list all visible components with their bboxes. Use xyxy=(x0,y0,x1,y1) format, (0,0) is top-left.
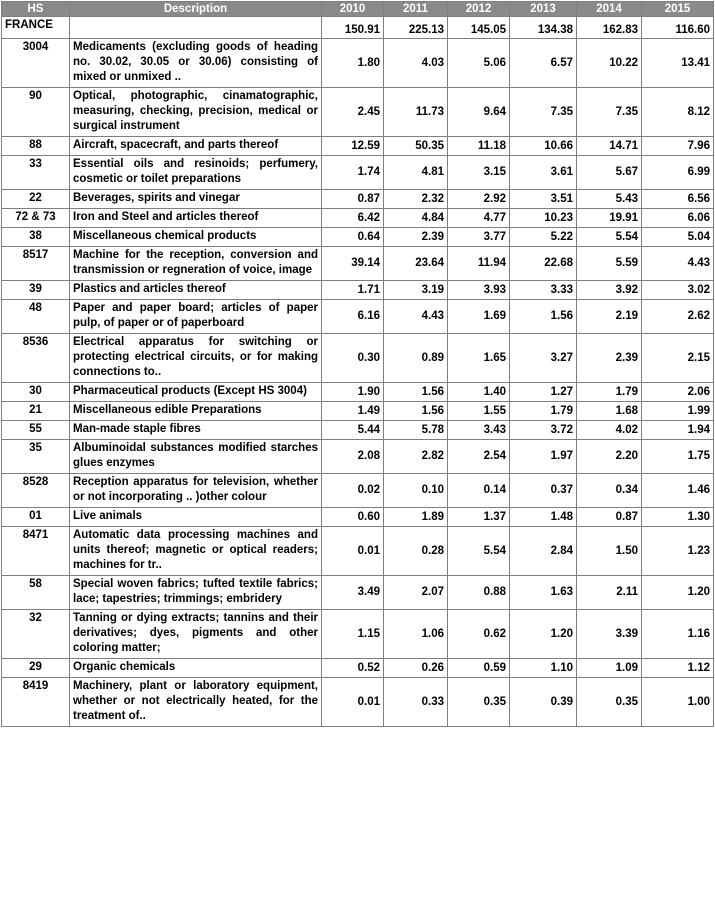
value-cell-2013: 0.37 xyxy=(510,474,577,508)
value-cell-2012: 11.18 xyxy=(448,137,510,156)
description-cell: Paper and paper board; articles of paper pulp, of paper or of paperboard xyxy=(70,300,322,334)
value-cell-2011: 0.10 xyxy=(384,474,448,508)
value-cell-2012: 1.69 xyxy=(448,300,510,334)
value-cell-2011: 1.89 xyxy=(384,508,448,527)
value-cell-2015: 1.99 xyxy=(642,402,714,421)
description-cell: Automatic data processing machines and units thereof; magnetic or optical readers; machines for tr.. xyxy=(70,527,322,576)
description-cell: Miscellaneous edible Preparations xyxy=(70,402,322,421)
value-cell-2011: 2.07 xyxy=(384,576,448,610)
value-cell-2015: 1.30 xyxy=(642,508,714,527)
table-row xyxy=(2,610,714,659)
table-row xyxy=(2,383,714,402)
value-cell-2010: 3.49 xyxy=(322,576,384,610)
hs-code-cell: 21 xyxy=(2,402,70,421)
table-row xyxy=(2,334,714,383)
value-cell-2014: 0.34 xyxy=(577,474,642,508)
description-cell: Plastics and articles thereof xyxy=(70,281,322,300)
value-cell-2012: 1.65 xyxy=(448,334,510,383)
value-cell-2014: 5.59 xyxy=(577,247,642,281)
value-cell-2014: 1.50 xyxy=(577,527,642,576)
table-row xyxy=(2,228,714,247)
value-cell-2012: 0.88 xyxy=(448,576,510,610)
value-cell-2013: 1.56 xyxy=(510,300,577,334)
hs-code-cell: 72 & 73 xyxy=(2,209,70,228)
value-cell-2014: 2.39 xyxy=(577,334,642,383)
description-cell: Beverages, spirits and vinegar xyxy=(70,190,322,209)
value-cell-2015: 2.62 xyxy=(642,300,714,334)
value-cell-2013: 3.61 xyxy=(510,156,577,190)
value-cell-2011: 0.28 xyxy=(384,527,448,576)
table-row xyxy=(2,440,714,474)
value-cell-2010: 6.16 xyxy=(322,300,384,334)
value-cell-2011: 1.56 xyxy=(384,383,448,402)
value-cell-2013: 6.57 xyxy=(510,39,577,88)
value-cell-2011: 4.81 xyxy=(384,156,448,190)
value-cell-2011: 5.78 xyxy=(384,421,448,440)
col-header-description: Description xyxy=(70,2,322,17)
table-row xyxy=(2,421,714,440)
hs-code-cell: 39 xyxy=(2,281,70,300)
value-cell-2015: 1.23 xyxy=(642,527,714,576)
value-cell-2010: 0.87 xyxy=(322,190,384,209)
value-cell-2015: 1.12 xyxy=(642,659,714,678)
value-cell-2015: 1.75 xyxy=(642,440,714,474)
value-cell-2010: 0.01 xyxy=(322,678,384,727)
value-cell-2015: 2.06 xyxy=(642,383,714,402)
value-cell-2013: 1.20 xyxy=(510,610,577,659)
value-cell-2011: 3.19 xyxy=(384,281,448,300)
value-cell-2013: 3.33 xyxy=(510,281,577,300)
value-cell-2014: 2.20 xyxy=(577,440,642,474)
country-description-cell xyxy=(70,17,322,39)
value-cell-2013: 1.63 xyxy=(510,576,577,610)
description-cell: Optical, photographic, cinamatographic, measuring, checking, precision, medical or surgical instrument xyxy=(70,88,322,137)
country-value-2011: 225.13 xyxy=(384,17,448,39)
value-cell-2012: 3.77 xyxy=(448,228,510,247)
value-cell-2012: 3.15 xyxy=(448,156,510,190)
value-cell-2015: 1.46 xyxy=(642,474,714,508)
description-cell: Machine for the reception, conversion and transmission or regneration of voice, image xyxy=(70,247,322,281)
hs-code-cell: 8517 xyxy=(2,247,70,281)
value-cell-2011: 0.89 xyxy=(384,334,448,383)
hs-code-cell: 48 xyxy=(2,300,70,334)
description-cell: Machinery, plant or laboratory equipment, whether or not electrically heated, for the treatment of.. xyxy=(70,678,322,727)
country-value-2015: 116.60 xyxy=(642,17,714,39)
value-cell-2013: 10.23 xyxy=(510,209,577,228)
description-cell: Essential oils and resinoids; perfumery, cosmetic or toilet preparations xyxy=(70,156,322,190)
table-row xyxy=(2,156,714,190)
hs-code-cell: 32 xyxy=(2,610,70,659)
value-cell-2012: 3.93 xyxy=(448,281,510,300)
value-cell-2012: 0.35 xyxy=(448,678,510,727)
description-cell: Tanning or dying extracts; tannins and their derivatives; dyes, pigments and other coloring matter; xyxy=(70,610,322,659)
value-cell-2015: 6.06 xyxy=(642,209,714,228)
value-cell-2013: 1.27 xyxy=(510,383,577,402)
col-header-2011: 2011 xyxy=(384,2,448,17)
value-cell-2014: 2.19 xyxy=(577,300,642,334)
value-cell-2012: 4.77 xyxy=(448,209,510,228)
hs-code-cell: 30 xyxy=(2,383,70,402)
country-value-2014: 162.83 xyxy=(577,17,642,39)
col-header-2012: 2012 xyxy=(448,2,510,17)
value-cell-2012: 1.40 xyxy=(448,383,510,402)
value-cell-2010: 1.74 xyxy=(322,156,384,190)
table-row xyxy=(2,209,714,228)
value-cell-2015: 1.94 xyxy=(642,421,714,440)
table-row xyxy=(2,39,714,88)
value-cell-2011: 1.06 xyxy=(384,610,448,659)
table-row xyxy=(2,508,714,527)
col-header-2015: 2015 xyxy=(642,2,714,17)
value-cell-2015: 2.15 xyxy=(642,334,714,383)
value-cell-2012: 0.14 xyxy=(448,474,510,508)
value-cell-2012: 2.54 xyxy=(448,440,510,474)
hs-code-cell: 55 xyxy=(2,421,70,440)
value-cell-2010: 1.90 xyxy=(322,383,384,402)
country-total-row xyxy=(2,17,714,39)
value-cell-2011: 0.33 xyxy=(384,678,448,727)
value-cell-2014: 7.35 xyxy=(577,88,642,137)
hs-code-cell: 88 xyxy=(2,137,70,156)
table-row xyxy=(2,527,714,576)
header-row xyxy=(2,2,714,17)
value-cell-2013: 1.10 xyxy=(510,659,577,678)
description-cell: Miscellaneous chemical products xyxy=(70,228,322,247)
hs-code-cell: 3004 xyxy=(2,39,70,88)
value-cell-2014: 5.54 xyxy=(577,228,642,247)
value-cell-2014: 10.22 xyxy=(577,39,642,88)
value-cell-2010: 2.08 xyxy=(322,440,384,474)
table-body xyxy=(2,17,714,727)
value-cell-2010: 1.15 xyxy=(322,610,384,659)
col-header-hs: HS xyxy=(2,2,70,17)
value-cell-2013: 7.35 xyxy=(510,88,577,137)
value-cell-2010: 0.64 xyxy=(322,228,384,247)
value-cell-2015: 1.20 xyxy=(642,576,714,610)
hs-code-cell: 90 xyxy=(2,88,70,137)
country-value-2013: 134.38 xyxy=(510,17,577,39)
table-row xyxy=(2,659,714,678)
value-cell-2014: 3.39 xyxy=(577,610,642,659)
hs-code-cell: 38 xyxy=(2,228,70,247)
value-cell-2015: 1.00 xyxy=(642,678,714,727)
value-cell-2011: 50.35 xyxy=(384,137,448,156)
value-cell-2011: 4.03 xyxy=(384,39,448,88)
value-cell-2010: 0.52 xyxy=(322,659,384,678)
value-cell-2015: 6.56 xyxy=(642,190,714,209)
value-cell-2010: 0.30 xyxy=(322,334,384,383)
value-cell-2014: 14.71 xyxy=(577,137,642,156)
description-cell: Pharmaceutical products (Except HS 3004) xyxy=(70,383,322,402)
value-cell-2015: 1.16 xyxy=(642,610,714,659)
hs-code-cell: 22 xyxy=(2,190,70,209)
value-cell-2011: 2.39 xyxy=(384,228,448,247)
description-cell: Medicaments (excluding goods of heading no. 30.02, 30.05 or 30.06) consisting of mixed or unmixed .. xyxy=(70,39,322,88)
table-row xyxy=(2,281,714,300)
value-cell-2013: 10.66 xyxy=(510,137,577,156)
description-cell: Man-made staple fibres xyxy=(70,421,322,440)
value-cell-2014: 0.35 xyxy=(577,678,642,727)
description-cell: Aircraft, spacecraft, and parts thereof xyxy=(70,137,322,156)
value-cell-2012: 2.92 xyxy=(448,190,510,209)
hs-code-cell: 58 xyxy=(2,576,70,610)
description-cell: Iron and Steel and articles thereof xyxy=(70,209,322,228)
value-cell-2013: 3.27 xyxy=(510,334,577,383)
value-cell-2012: 0.59 xyxy=(448,659,510,678)
value-cell-2015: 13.41 xyxy=(642,39,714,88)
description-cell: Electrical apparatus for switching or protecting electrical circuits, or for making connections to.. xyxy=(70,334,322,383)
hs-code-cell: 01 xyxy=(2,508,70,527)
value-cell-2012: 1.37 xyxy=(448,508,510,527)
value-cell-2015: 6.99 xyxy=(642,156,714,190)
table-row xyxy=(2,247,714,281)
value-cell-2015: 8.12 xyxy=(642,88,714,137)
value-cell-2010: 12.59 xyxy=(322,137,384,156)
col-header-2010: 2010 xyxy=(322,2,384,17)
value-cell-2013: 1.97 xyxy=(510,440,577,474)
value-cell-2010: 1.49 xyxy=(322,402,384,421)
country-label: FRANCE xyxy=(2,17,70,39)
hs-code-cell: 8536 xyxy=(2,334,70,383)
hs-code-cell: 29 xyxy=(2,659,70,678)
table-row xyxy=(2,402,714,421)
hs-code-cell: 8528 xyxy=(2,474,70,508)
value-cell-2014: 5.67 xyxy=(577,156,642,190)
value-cell-2012: 9.64 xyxy=(448,88,510,137)
hs-code-cell: 8471 xyxy=(2,527,70,576)
table-row xyxy=(2,190,714,209)
table-row xyxy=(2,576,714,610)
value-cell-2010: 6.42 xyxy=(322,209,384,228)
description-cell: Organic chemicals xyxy=(70,659,322,678)
value-cell-2014: 4.02 xyxy=(577,421,642,440)
value-cell-2012: 11.94 xyxy=(448,247,510,281)
value-cell-2013: 3.51 xyxy=(510,190,577,209)
value-cell-2015: 7.96 xyxy=(642,137,714,156)
value-cell-2014: 1.68 xyxy=(577,402,642,421)
description-cell: Special woven fabrics; tufted textile fabrics; lace; tapestries; trimmings; embridery xyxy=(70,576,322,610)
value-cell-2014: 19.91 xyxy=(577,209,642,228)
value-cell-2011: 4.43 xyxy=(384,300,448,334)
value-cell-2012: 0.62 xyxy=(448,610,510,659)
value-cell-2014: 5.43 xyxy=(577,190,642,209)
hs-code-cell: 8419 xyxy=(2,678,70,727)
description-cell: Albuminoidal substances modified starches glues enzymes xyxy=(70,440,322,474)
table-row xyxy=(2,88,714,137)
table-row xyxy=(2,678,714,727)
value-cell-2015: 3.02 xyxy=(642,281,714,300)
trade-table xyxy=(1,1,714,727)
value-cell-2011: 0.26 xyxy=(384,659,448,678)
description-cell: Reception apparatus for television, whether or not incorporating .. )other colour xyxy=(70,474,322,508)
description-cell: Live animals xyxy=(70,508,322,527)
value-cell-2013: 1.48 xyxy=(510,508,577,527)
value-cell-2013: 3.72 xyxy=(510,421,577,440)
value-cell-2010: 2.45 xyxy=(322,88,384,137)
value-cell-2015: 5.04 xyxy=(642,228,714,247)
value-cell-2011: 4.84 xyxy=(384,209,448,228)
hs-code-cell: 33 xyxy=(2,156,70,190)
value-cell-2010: 1.71 xyxy=(322,281,384,300)
value-cell-2010: 1.80 xyxy=(322,39,384,88)
country-value-2010: 150.91 xyxy=(322,17,384,39)
value-cell-2013: 1.79 xyxy=(510,402,577,421)
table-row xyxy=(2,137,714,156)
value-cell-2014: 2.11 xyxy=(577,576,642,610)
value-cell-2010: 5.44 xyxy=(322,421,384,440)
col-header-2013: 2013 xyxy=(510,2,577,17)
value-cell-2014: 0.87 xyxy=(577,508,642,527)
value-cell-2011: 2.82 xyxy=(384,440,448,474)
col-header-2014: 2014 xyxy=(577,2,642,17)
value-cell-2010: 39.14 xyxy=(322,247,384,281)
value-cell-2014: 1.79 xyxy=(577,383,642,402)
value-cell-2013: 22.68 xyxy=(510,247,577,281)
value-cell-2011: 1.56 xyxy=(384,402,448,421)
table-row xyxy=(2,474,714,508)
value-cell-2013: 5.22 xyxy=(510,228,577,247)
value-cell-2010: 0.02 xyxy=(322,474,384,508)
hs-code-cell: 35 xyxy=(2,440,70,474)
value-cell-2011: 11.73 xyxy=(384,88,448,137)
value-cell-2015: 4.43 xyxy=(642,247,714,281)
value-cell-2014: 1.09 xyxy=(577,659,642,678)
value-cell-2014: 3.92 xyxy=(577,281,642,300)
value-cell-2011: 2.32 xyxy=(384,190,448,209)
value-cell-2013: 0.39 xyxy=(510,678,577,727)
table-row xyxy=(2,300,714,334)
country-value-2012: 145.05 xyxy=(448,17,510,39)
value-cell-2010: 0.60 xyxy=(322,508,384,527)
value-cell-2012: 1.55 xyxy=(448,402,510,421)
value-cell-2013: 2.84 xyxy=(510,527,577,576)
value-cell-2012: 5.54 xyxy=(448,527,510,576)
value-cell-2012: 5.06 xyxy=(448,39,510,88)
value-cell-2010: 0.01 xyxy=(322,527,384,576)
value-cell-2012: 3.43 xyxy=(448,421,510,440)
value-cell-2011: 23.64 xyxy=(384,247,448,281)
